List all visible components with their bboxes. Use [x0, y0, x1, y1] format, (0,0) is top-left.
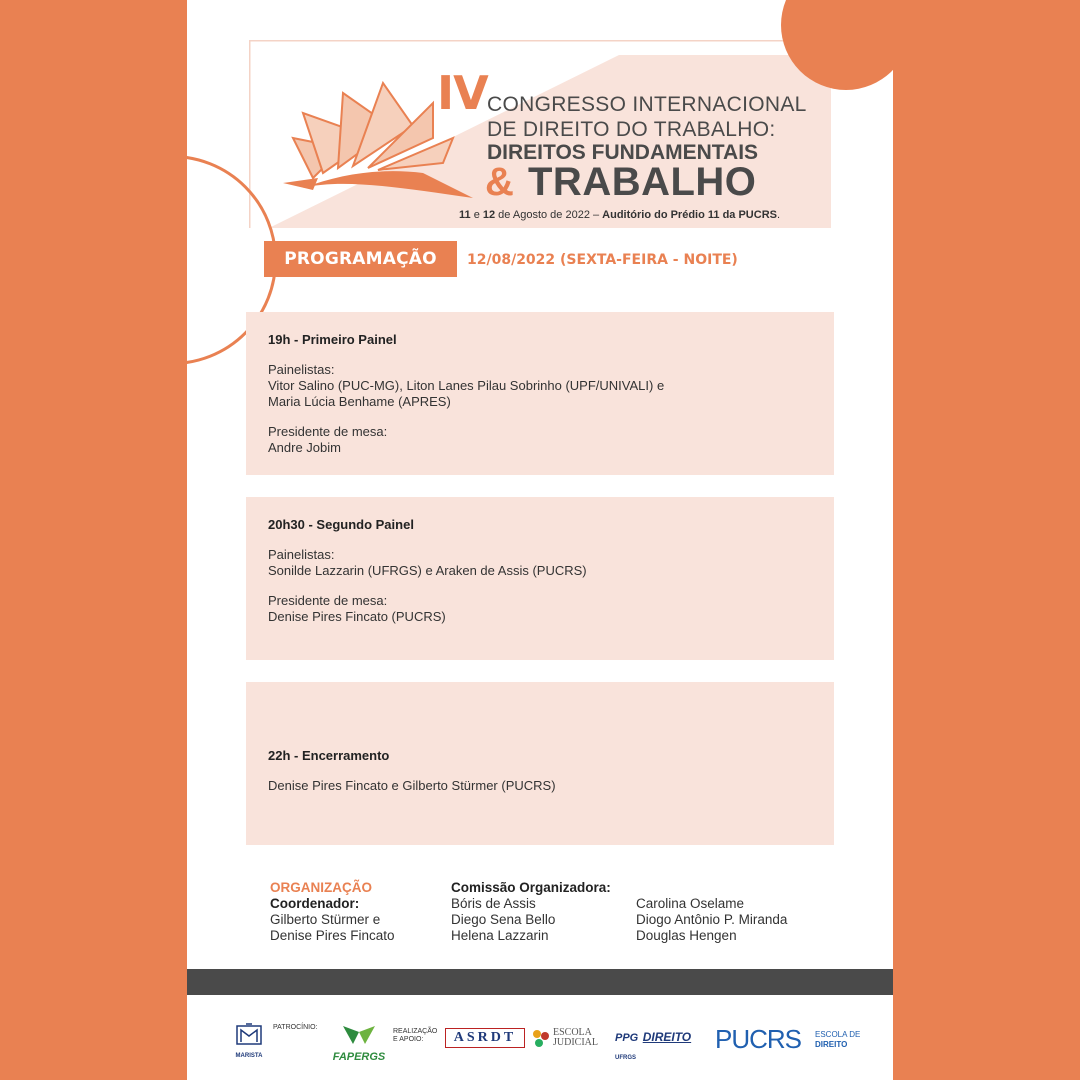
- chair-name: Denise Pires Fincato (PUCRS): [268, 609, 446, 624]
- edition-number: IV: [437, 66, 488, 120]
- committee-label: Comissão Organizadora:: [451, 880, 611, 895]
- panelists-label: Painelistas:: [268, 362, 335, 377]
- realization-label-line: REALIZAÇÃO: [393, 1028, 438, 1035]
- escola-judicial-line: ESCOLA: [553, 1027, 592, 1038]
- escola-direito-line: ESCOLA DE: [815, 1030, 861, 1039]
- fapergs-logo: [327, 1024, 391, 1063]
- ppg-direito-logo: [615, 1028, 707, 1061]
- session-card: [246, 682, 834, 845]
- chair: [268, 424, 812, 456]
- coordinator-name: Denise Pires Fincato: [270, 928, 395, 943]
- panelists-line: Maria Lúcia Benhame (APRES): [268, 394, 451, 409]
- panelists-label: Painelistas:: [268, 547, 335, 562]
- committee-member: Carolina Oselame: [636, 896, 745, 911]
- event-date-venue: [459, 209, 780, 221]
- session-heading: 20h30 - Segundo Painel: [268, 517, 414, 532]
- title-line-4: TRABALHO: [528, 160, 757, 204]
- escola-direito-logo: [815, 1030, 860, 1050]
- committee-block: [451, 880, 611, 944]
- date-day-1: 11: [459, 209, 471, 221]
- coordinator-label: Coordenador:: [270, 896, 360, 911]
- marista-emblem-icon: [234, 1022, 264, 1048]
- panelists: [268, 547, 812, 579]
- organization-block: [270, 880, 395, 944]
- venue-period: .: [776, 209, 781, 221]
- program-badge: PROGRAMAÇÃO: [264, 241, 457, 277]
- committee-member: Douglas Hengen: [636, 928, 737, 943]
- date-month-year: de Agosto de 2022 –: [495, 209, 603, 221]
- title-ampersand: &: [485, 160, 514, 204]
- date-connector: e: [470, 209, 483, 221]
- chair: [268, 593, 812, 625]
- title-line-3: DIREITOS FUNDAMENTAIS: [487, 141, 759, 164]
- escola-judicial-line: JUDICIAL: [553, 1037, 598, 1048]
- ppg-text: PPG: [615, 1032, 639, 1044]
- title-line-1: CONGRESSO INTERNACIONAL: [487, 93, 807, 116]
- realization-label: [393, 1028, 437, 1044]
- committee-block-2: [636, 896, 787, 944]
- asrdt-text: ASRDT: [453, 1030, 517, 1045]
- date-day-2: 12: [482, 209, 496, 221]
- closing-names: Denise Pires Fincato e Gilberto Stürmer (PUCRS): [268, 778, 556, 793]
- chair-label: Presidente de mesa:: [268, 424, 388, 439]
- fapergs-text: FAPERGS: [332, 1051, 386, 1063]
- session-heading: 19h - Primeiro Painel: [268, 332, 397, 347]
- session-card: [246, 497, 834, 660]
- committee-member: Diego Sena Bello: [451, 912, 556, 927]
- sponsorship-label: PATROCÍNIO:: [273, 1024, 318, 1031]
- marista-logo: [231, 1022, 267, 1059]
- panelists-line: Sonilde Lazzarin (UFRGS) e Araken de Assis (PUCRS): [268, 563, 587, 578]
- escola-judicial-mark-icon: [531, 1028, 551, 1050]
- panelists-line: Vitor Salino (PUC-MG), Liton Lanes Pilau Sobrinho (UPF/UNIVALI) e: [268, 378, 665, 393]
- program-date: 12/08/2022 (SEXTA-FEIRA - NOITE): [467, 252, 738, 268]
- title-line-2: DE DIREITO DO TRABALHO:: [487, 118, 776, 141]
- venue: Auditório do Prédio 11 da PUCRS: [602, 209, 777, 221]
- organization-title: ORGANIZAÇÃO: [270, 880, 372, 895]
- escola-judicial-logo: [531, 1026, 611, 1052]
- fapergs-mark-icon: [339, 1024, 379, 1046]
- asrdt-logo: [445, 1028, 525, 1048]
- escola-judicial-text: [553, 1028, 598, 1048]
- marista-text: MARISTA: [235, 1053, 263, 1059]
- panelists: [268, 362, 812, 410]
- chair-name: Andre Jobim: [268, 440, 341, 455]
- escola-direito-line: DIREITO: [815, 1040, 848, 1049]
- chair-label: Presidente de mesa:: [268, 593, 388, 608]
- session-card: [246, 312, 834, 475]
- poster: [187, 0, 893, 1080]
- footer-divider: [187, 969, 893, 995]
- pucrs-logo: PUCRS: [715, 1024, 802, 1054]
- ufrgs-text: UFRGS: [615, 1055, 636, 1061]
- sponsor-logos: [187, 1010, 893, 1070]
- realization-label-line: E APOIO:: [393, 1036, 424, 1043]
- committee-member: Bóris de Assis: [451, 896, 536, 911]
- committee-member: Diogo Antônio P. Miranda: [636, 912, 788, 927]
- committee-member: Helena Lazzarin: [451, 928, 549, 943]
- session-heading: 22h - Encerramento: [268, 748, 390, 763]
- coordinator-name: Gilberto Stürmer e: [270, 912, 381, 927]
- direito-text: DIREITO: [642, 1030, 692, 1044]
